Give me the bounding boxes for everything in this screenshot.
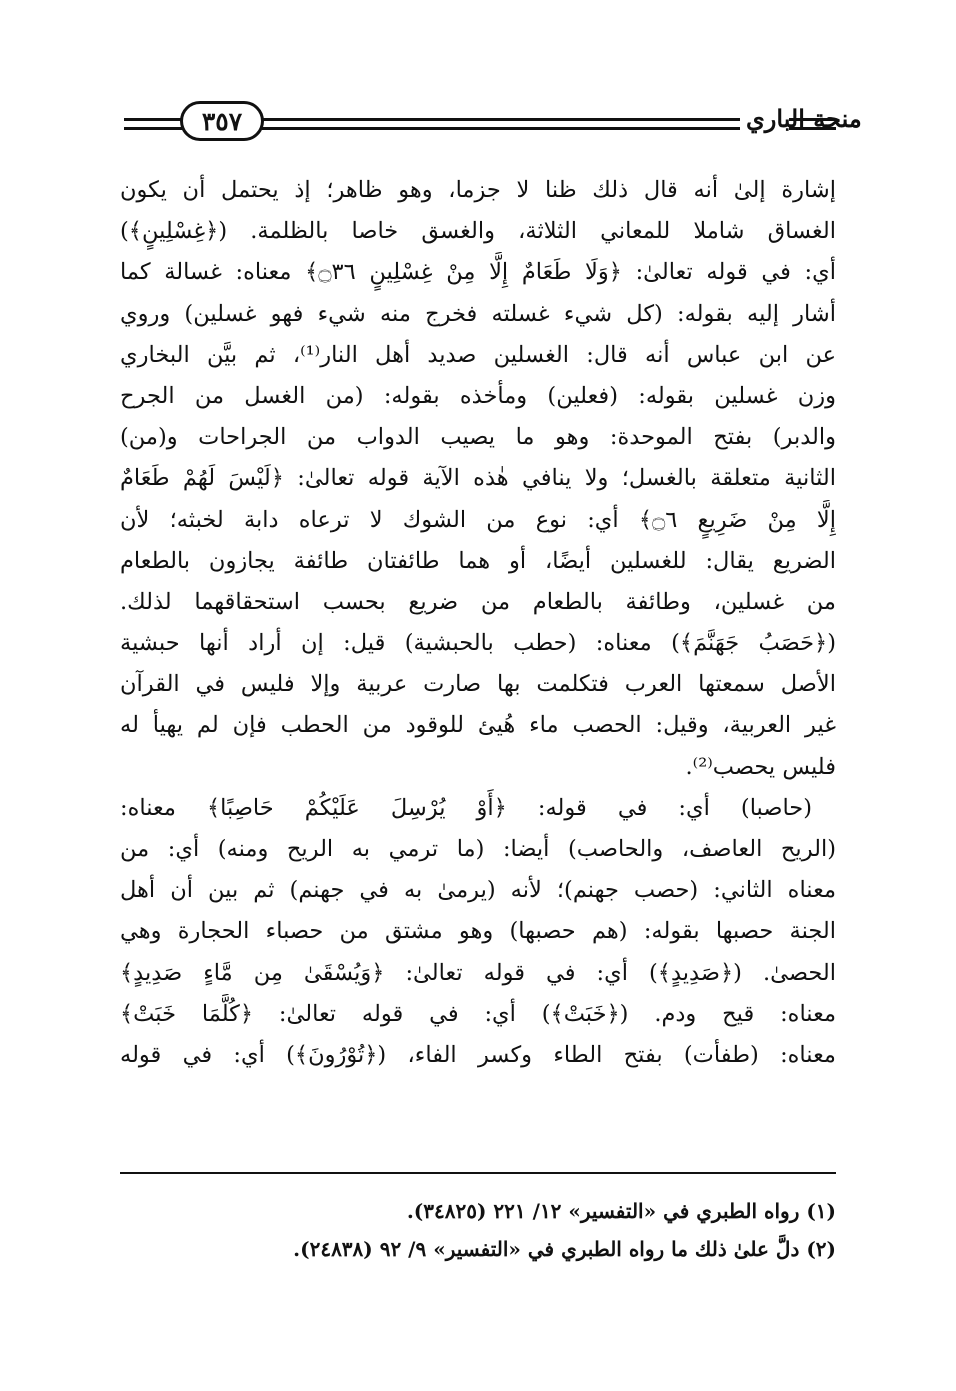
text-line: الجنة حصبها بقوله: (هم حصبها) وهو مشتق من حصباء الحجارة وهي bbox=[120, 918, 836, 945]
header-rule bbox=[262, 127, 740, 130]
text-line: إشارة إلىٰ أنه قال ذلك ظنا لا جزما، وهو ظاهر؛ إذ يحتمل أن يكون bbox=[120, 177, 836, 203]
text-line: الحصىٰ. (﴿صَدِيدٍ﴾) أي: في قوله تعالىٰ: ﴿وَيُسْقَىٰ مِن مَّاءٍ صَدِيدٍ﴾ bbox=[120, 959, 836, 986]
header-rule bbox=[262, 118, 740, 121]
footnote-separator bbox=[120, 1172, 836, 1174]
text-line: معناه: قيح ودم. (﴿خَبَتْ﴾) أي: في قوله تعالىٰ: ﴿كُلَّمَا خَبَتْ﴾ bbox=[120, 1000, 836, 1027]
text-line: الثانية متعلقة بالغسل؛ ولا ينافي هٰذه الآية قوله تعالىٰ: ﴿لَيْسَ لَهُمْ طَعَامٌ bbox=[120, 465, 836, 492]
page-number: ٣٥٧ bbox=[180, 101, 264, 141]
text-line: الغساق شاملا للمعاني الثلاثة، والغسق خاصا بالظلمة. (﴿غِسْلِينٍ﴾) bbox=[120, 218, 836, 245]
text-line: وزن غسلين بقوله: (فعلين) ومأخذه بقوله: (من الغسل من الجرح bbox=[120, 382, 836, 409]
header-rule bbox=[124, 118, 184, 121]
text-line: إِلَّا مِنْ ضَرِيعٍ ۝٦﴾ أي: نوع من الشوك لا ترعاه دابة لخبثه؛ لأن bbox=[120, 506, 836, 533]
text-line: معناه: (طفأت) بفتح الطاء وكسر الفاء، (﴿تُوْرُونَ﴾) أي: في قوله bbox=[120, 1041, 836, 1068]
text-line: غير العربية، وقيل: الحصب ماء هُيئ للوقود من الحطب فإن لم يهيأ له bbox=[120, 712, 836, 739]
book-title: منحة الباري bbox=[746, 104, 862, 133]
text-line: (﴿حَصَبُ جَهَنَّمَ﴾) معناه: (حطب بالحبشية) قيل: إن أراد أنها حبشية bbox=[120, 630, 836, 657]
main-text bbox=[120, 170, 836, 1076]
text-line: أشار إليه بقوله: (كل شيء غسلته فخرج منه شيء فهو غسلين) وروي bbox=[120, 300, 836, 327]
footnote: (٢) دلَّ علىٰ ذلك ما رواه الطبري في «التفسير» ٩/ ٩٢ (٢٤٨٣٨). bbox=[293, 1237, 836, 1261]
text-line: أي: في قوله تعالىٰ: ﴿وَلَا طَعَامٌ إِلَّا مِنْ غِسْلِينٍ ۝٣٦﴾ معناه: غسالة كما bbox=[120, 259, 836, 286]
footnotes bbox=[120, 1192, 836, 1268]
page-header bbox=[124, 98, 862, 148]
text-line: الضريع يقال: للغسلين أيضًا، أو هما طائفتان طائفة يجازون بالطعام bbox=[120, 547, 836, 574]
text-line: (الريح العاصف، والحاصب) أيضا: (ما ترمي به الريح ومنه) أي: من bbox=[120, 836, 836, 862]
text-line: من غسلين، وطائفة بالطعام من ضريع بحسب استحقاقهما لذلك. bbox=[120, 588, 836, 615]
text-line: معناه الثاني: (حصب جهنم)؛ لأنه (يرمىٰ به في جهنم) ثم بين أن أهل bbox=[120, 877, 836, 904]
text-line: عن ابن عباس أنه قال: الغسلين صديد أهل النار⁽¹⁾، ثم بيَّن البخاري bbox=[120, 341, 836, 368]
text-line: فليس يحصب⁽²⁾. bbox=[685, 753, 836, 780]
text-line: الأصل سمعتها العرب فتكلمت بها صارت عربية وإلا فليس في القرآن bbox=[120, 671, 836, 698]
text-line: والدبر) بفتح الموحدة: وهو ما يصيب الدواب من الجراحات و(من) bbox=[120, 424, 836, 451]
footnote: (١) رواه الطبري في «التفسير» ١٢/ ٢٢١ (٣٤٨٢٥). bbox=[406, 1199, 836, 1223]
header-rule bbox=[124, 127, 184, 130]
text-line: (حاصبا) أي: في قوله: ﴿أَوْ يُرْسِلَ عَلَيْكُمْ حَاصِبًا﴾ معناه: bbox=[120, 794, 812, 821]
